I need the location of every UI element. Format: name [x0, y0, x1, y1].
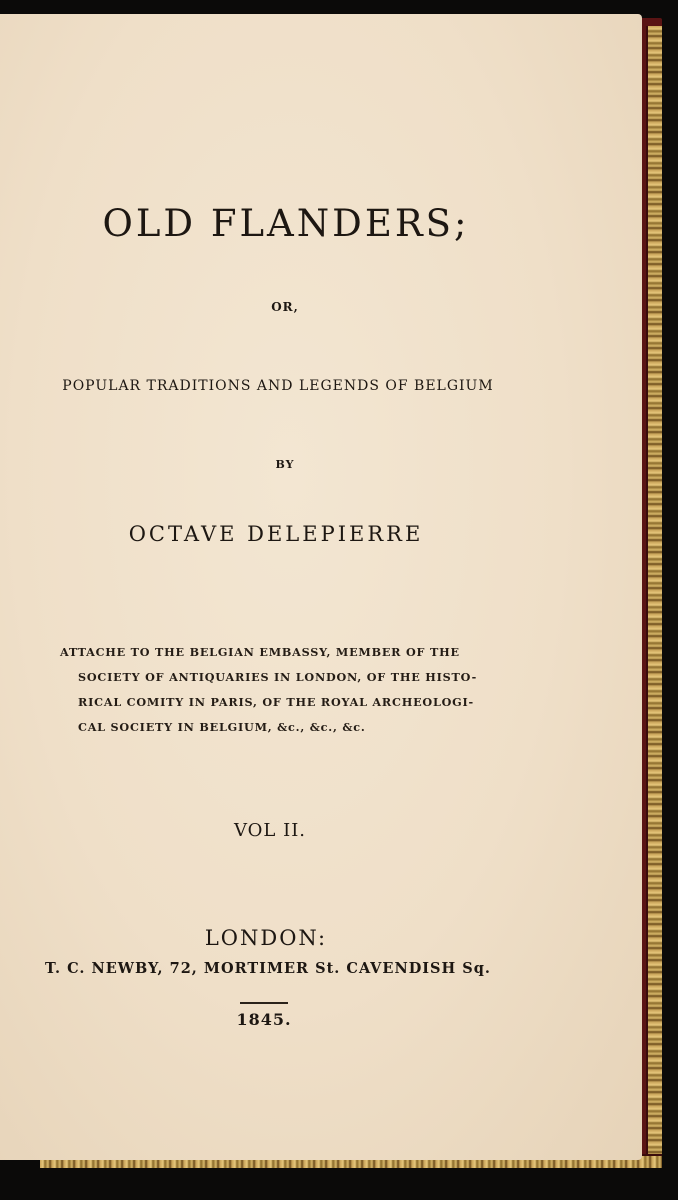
- volume-number: VOL II.: [233, 820, 307, 841]
- credentials-line: SOCIETY OF ANTIQUARIES IN LONDON, OF THE HISTO-: [78, 670, 478, 684]
- divider-rule: [240, 1002, 288, 1004]
- author-credentials: [60, 640, 490, 740]
- credentials-line: RICAL COMITY IN PARIS, OF THE ROYAL ARCHEOLOGI-: [78, 695, 475, 709]
- author-name: OCTAVE DELEPIERRE: [128, 522, 424, 546]
- gilt-page-edge: [646, 26, 662, 1158]
- book-subtitle: POPULAR TRADITIONS AND LEGENDS OF BELGIUM: [62, 378, 494, 394]
- by-line: BY: [275, 458, 295, 471]
- credentials-line: ATTACHE TO THE BELGIAN EMBASSY, MEMBER OF THE: [60, 645, 460, 659]
- title-conjunction: OR,: [271, 300, 299, 314]
- title-page: [0, 14, 642, 1160]
- publication-city: LONDON:: [204, 926, 328, 950]
- publisher-imprint: T. C. NEWBY, 72, MORTIMER St. CAVENDISH Sq.: [45, 960, 491, 977]
- credentials-line: CAL SOCIETY IN BELGIUM, &c., &c., &c.: [78, 720, 366, 734]
- book-title: OLD FLANDERS;: [102, 202, 470, 245]
- publication-year: 1845.: [236, 1010, 292, 1029]
